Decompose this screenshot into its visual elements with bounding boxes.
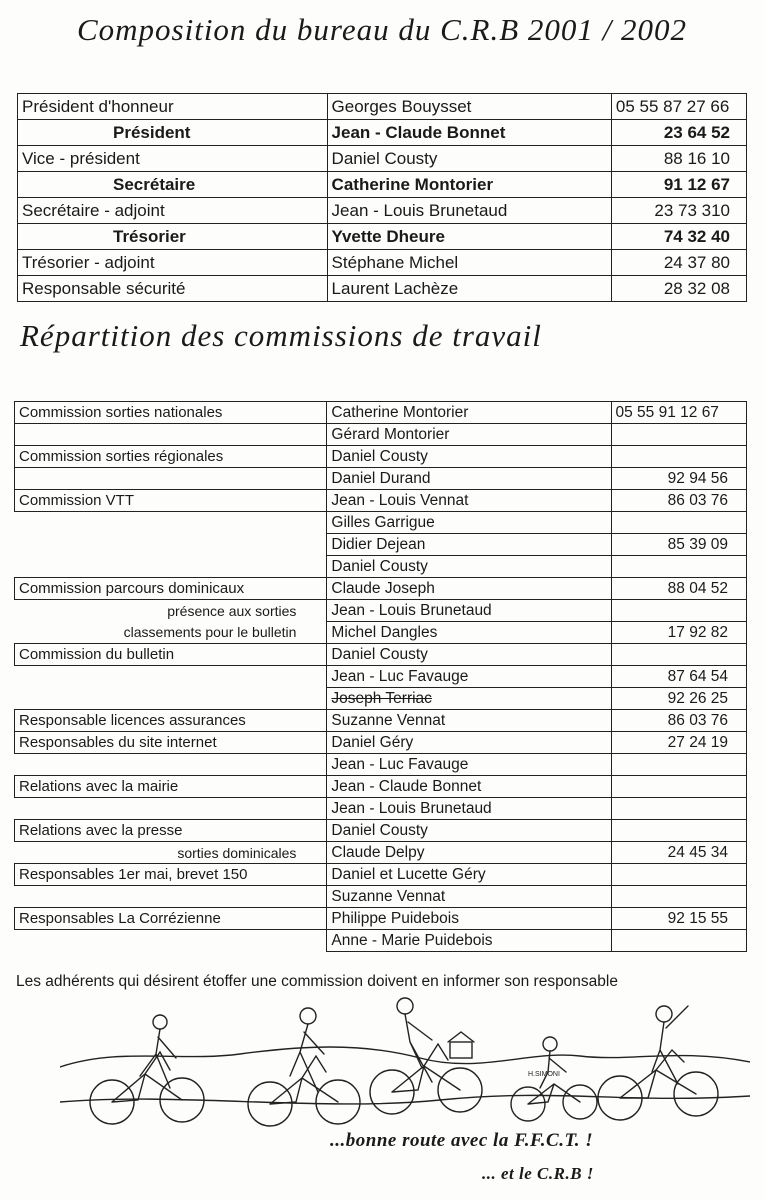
table-row xyxy=(15,490,747,512)
table-row xyxy=(18,198,747,224)
phone-cell xyxy=(611,820,747,842)
phone-cell xyxy=(611,798,747,820)
rider-head-icon xyxy=(397,998,413,1014)
name-cell: Daniel et Lucette Géry xyxy=(327,864,611,886)
table-row xyxy=(15,908,747,930)
role-cell xyxy=(15,424,327,446)
phone-cell: 28 32 08 xyxy=(611,276,746,302)
table-row xyxy=(15,600,747,622)
table-row xyxy=(15,754,747,776)
rider-head-icon xyxy=(656,1006,672,1022)
name-cell: Jean - Louis Brunetaud xyxy=(327,600,611,622)
phone-cell: 92 26 25 xyxy=(611,688,747,710)
phone-cell: 23 64 52 xyxy=(611,120,746,146)
name-cell xyxy=(327,688,611,710)
name-cell: Daniel Cousty xyxy=(327,146,611,172)
phone-cell xyxy=(611,446,747,468)
name-cell: Jean - Louis Brunetaud xyxy=(327,798,611,820)
road-line xyxy=(60,1095,750,1104)
phone-cell xyxy=(611,600,747,622)
table-row xyxy=(15,688,747,710)
table-row xyxy=(15,930,747,952)
role-cell: Relations avec la presse xyxy=(15,820,327,842)
table-row xyxy=(18,172,747,198)
role-cell: Responsables 1er mai, brevet 150 xyxy=(15,864,327,886)
phone-cell: 92 15 55 xyxy=(611,908,747,930)
name-cell: Jean - Luc Favauge xyxy=(327,754,611,776)
phone-cell xyxy=(611,776,747,798)
table-row xyxy=(18,120,747,146)
table-row xyxy=(15,534,747,556)
table-row xyxy=(15,820,747,842)
name-cell: Gilles Garrigue xyxy=(327,512,611,534)
phone-cell: 87 64 54 xyxy=(611,666,747,688)
role-cell: Commission sorties régionales xyxy=(15,446,327,468)
name-cell: Catherine Montorier xyxy=(327,172,611,198)
name-cell: Michel Dangles xyxy=(327,622,611,644)
role-cell: Président d'honneur xyxy=(18,94,328,120)
role-cell: Responsable sécurité xyxy=(18,276,328,302)
table-row xyxy=(15,710,747,732)
name-cell: Yvette Dheure xyxy=(327,224,611,250)
table-row xyxy=(15,644,747,666)
name-cell: Philippe Puidebois xyxy=(327,908,611,930)
phone-cell xyxy=(611,864,747,886)
name-cell: Daniel Cousty xyxy=(327,644,611,666)
table-row xyxy=(15,864,747,886)
rider-head-icon xyxy=(543,1037,557,1051)
name-cell: Daniel Durand xyxy=(327,468,611,490)
role-cell: Vice - président xyxy=(18,146,328,172)
bureau-title: Composition du bureau du C.R.B 2001 / 2002 xyxy=(76,12,688,47)
name-cell: Gérard Montorier xyxy=(327,424,611,446)
role-cell: Commission du bulletin xyxy=(15,644,327,666)
name-cell: Suzanne Vennat xyxy=(327,886,611,908)
table-row xyxy=(15,886,747,908)
slogan-line-1: ...bonne route avec la F.F.C.T. ! xyxy=(330,1130,594,1151)
role-cell: Président xyxy=(18,120,328,146)
house-icon xyxy=(450,1042,472,1058)
table-row xyxy=(18,276,747,302)
table-row xyxy=(18,94,747,120)
table-row xyxy=(15,776,747,798)
role-cell xyxy=(15,512,327,534)
role-cell: Responsables du site internet xyxy=(15,732,327,754)
name-cell: Daniel Cousty xyxy=(327,556,611,578)
name-cell: Jean - Claude Bonnet xyxy=(327,776,611,798)
table-row xyxy=(15,666,747,688)
role-cell xyxy=(15,534,327,556)
role-cell: Secrétaire xyxy=(18,172,328,198)
name-cell: Jean - Claude Bonnet xyxy=(327,120,611,146)
phone-cell: 88 16 10 xyxy=(611,146,746,172)
name-cell: Anne - Marie Puidebois xyxy=(327,930,611,952)
name-cell: Georges Bouysset xyxy=(327,94,611,120)
role-cell xyxy=(15,754,327,776)
phone-cell: 24 37 80 xyxy=(611,250,746,276)
role-cell: sorties dominicales xyxy=(177,844,297,861)
name-cell: Stéphane Michel xyxy=(327,250,611,276)
bureau-table xyxy=(17,93,747,302)
phone-cell: 85 39 09 xyxy=(611,534,747,556)
role-cell: Commission sorties nationales xyxy=(15,402,327,424)
role-cell: présence aux sorties xyxy=(167,602,297,619)
role-cell xyxy=(15,468,327,490)
table-row xyxy=(18,250,747,276)
phone-cell xyxy=(611,512,747,534)
role-cell: classements pour le bulletin xyxy=(123,624,297,641)
phone-cell: 88 04 52 xyxy=(611,578,747,600)
commissions-title: Répartition des commissions de travail xyxy=(20,318,542,353)
role-cell: Trésorier - adjoint xyxy=(18,250,328,276)
table-row xyxy=(15,842,747,864)
table-row xyxy=(15,402,747,424)
phone-cell: 86 03 76 xyxy=(611,490,747,512)
table-row xyxy=(15,468,747,490)
name-cell: Jean - Luc Favauge xyxy=(327,666,611,688)
name-cell: Didier Dejean xyxy=(327,534,611,556)
name-cell: Jean - Louis Brunetaud xyxy=(327,198,611,224)
commissions-table xyxy=(14,401,747,952)
name-cell: Daniel Cousty xyxy=(327,820,611,842)
role-cell: Responsables La Corrézienne xyxy=(15,908,327,930)
artist-signature: H.SIMONI xyxy=(528,1071,560,1078)
table-row xyxy=(15,424,747,446)
name-cell: Claude Joseph xyxy=(327,578,611,600)
phone-cell xyxy=(611,930,747,952)
phone-cell xyxy=(611,886,747,908)
phone-cell xyxy=(611,644,747,666)
name-cell: Suzanne Vennat xyxy=(327,710,611,732)
role-cell: Responsable licences assurances xyxy=(15,710,327,732)
role-cell xyxy=(15,798,327,820)
footer-note: Les adhérents qui désirent étoffer une commission doivent en informer son responsable xyxy=(16,973,618,990)
role-cell: Secrétaire - adjoint xyxy=(18,198,328,224)
phone-cell: 27 24 19 xyxy=(611,732,747,754)
role-cell xyxy=(15,666,327,688)
phone-cell: 91 12 67 xyxy=(611,172,746,198)
role-cell: Relations avec la mairie xyxy=(15,776,327,798)
phone-cell: 24 45 34 xyxy=(611,842,747,864)
table-row xyxy=(15,512,747,534)
phone-cell xyxy=(611,754,747,776)
name-cell: Daniel Géry xyxy=(327,732,611,754)
rider-head-icon xyxy=(153,1015,167,1029)
name-cell: Daniel Cousty xyxy=(327,446,611,468)
phone-cell xyxy=(611,556,747,578)
role-cell: Commission parcours dominicaux xyxy=(15,578,327,600)
phone-cell xyxy=(611,424,747,446)
phone-cell: 92 94 56 xyxy=(611,468,747,490)
name-cell: Jean - Louis Vennat xyxy=(327,490,611,512)
phone-cell: 23 73 310 xyxy=(611,198,746,224)
role-cell: Commission VTT xyxy=(15,490,327,512)
table-row xyxy=(15,622,747,644)
table-row xyxy=(18,146,747,172)
table-row xyxy=(15,732,747,754)
name-cell: Catherine Montorier xyxy=(327,402,611,424)
table-row xyxy=(15,446,747,468)
name-cell: Claude Delpy xyxy=(327,842,611,864)
table-row xyxy=(15,798,747,820)
role-cell xyxy=(15,886,327,908)
cyclists-illustration xyxy=(60,992,750,1132)
phone-cell: 05 55 87 27 66 xyxy=(611,94,746,120)
role-cell xyxy=(15,556,327,578)
table-row xyxy=(15,578,747,600)
phone-cell: 17 92 82 xyxy=(611,622,747,644)
slogan-line-2: ... et le C.R.B ! xyxy=(482,1164,594,1183)
struck-name: Joseph Terriac xyxy=(331,689,432,707)
rider-head-icon xyxy=(300,1008,316,1024)
table-row xyxy=(15,556,747,578)
table-row xyxy=(18,224,747,250)
role-cell: Trésorier xyxy=(18,224,328,250)
role-cell xyxy=(15,930,327,952)
role-cell xyxy=(15,688,327,710)
name-cell: Laurent Lachèze xyxy=(327,276,611,302)
phone-cell: 86 03 76 xyxy=(611,710,747,732)
phone-cell: 74 32 40 xyxy=(611,224,746,250)
phone-cell: 05 55 91 12 67 xyxy=(611,402,747,424)
